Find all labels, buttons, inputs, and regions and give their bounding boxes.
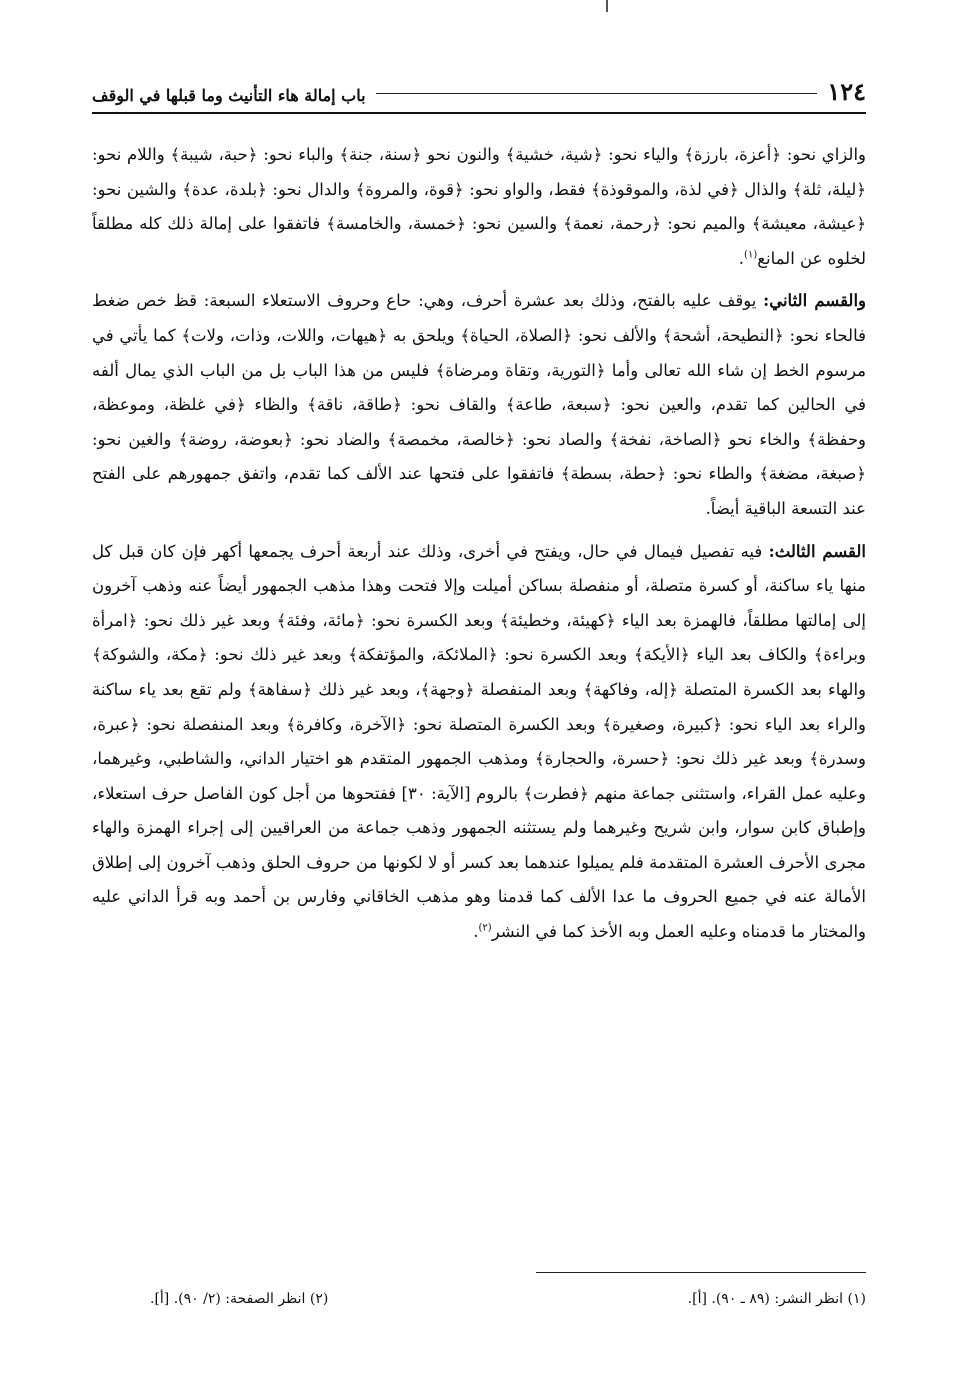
chapter-title: باب إمالة هاء التأنيث وما قبلها في الوقف <box>92 86 366 105</box>
paragraph-text: يوقف عليه بالفتح، وذلك بعد عشرة أحرف، وهي: حاع وحروف الاستعلاء السبعة: قظ خص ضغط فالحاء نحو: ﴿النطيحة، أشحة﴾ والألف نحو: ﴿الصلاة، الحياة﴾ ويلحق به ﴿هيهات، واللات، وذات، ولات﴾ كما يأتي في مرسوم الخط إن شاء الله تعالى وأما ﴿التورية، وتقاة ومرضاة﴾ فليس من هذا الباب بل من الباب الذي يمال ألفه في الحالين كما تقدم، والعين نحو: ﴿سبعة، طاعة﴾ والقاف نحو: ﴿طاقة، ناقة﴾ والظاء ﴿في غلظة، وموعظة، وحفظة﴾ والخاء نحو ﴿الصاخة، نفخة﴾ والصاد نحو: ﴿خالصة، مخمصة﴾ والضاد نحو: ﴿بعوضة، روضة﴾ والغين نحو: ﴿صبغة، مضغة﴾ والطاء نحو: ﴿حطة، بسطة﴾ فاتفقوا على فتحها عند الألف كما تقدم، واتفق جمهورهم على الفتح عند التسعة الباقية أيضاً. <box>92 291 866 518</box>
page-number: ١٢٤ <box>827 77 866 106</box>
header-rule <box>92 112 866 114</box>
section-heading: والقسم الثاني: <box>763 291 867 311</box>
paragraph-text: فيه تفصيل فيمال في حال، ويفتح في أخرى، وذلك عند أربعة أحرف يجمعها أكهر فإن كان قبل كل منها ياء ساكنة، أو كسرة متصلة، أو منفصلة بساكن أميلت وإلا فتحت وهذا مذهب الجمهور أيضاً عنه وذهب آخرون إلى إمالتها مطلقاً، فالهمزة بعد الياء ﴿كهيئة، وخطيئة﴾ وبعد الكسرة نحو: ﴿مائة، وفئة﴾ وبعد غير ذلك نحو: ﴿امرأة وبراءة﴾ والكاف بعد الياء ﴿الأيكة﴾ وبعد الكسرة نحو: ﴿الملائكة، والمؤتفكة﴾ وبعد غير ذلك نحو: ﴿مكة، والشوكة﴾ والهاء بعد الكسرة المتصلة ﴿إله، وفاكهة﴾ وبعد المنفصلة ﴿وجهة﴾، وبعد غير ذلك ﴿سفاهة﴾ ولم تقع بعد ياء ساكنة والراء بعد الياء نحو: ﴿كبيرة، وصغيرة﴾ وبعد الكسرة المتصلة نحو: ﴿الآخرة، وكافرة﴾ وبعد المنفصلة نحو: ﴿عبرة، وسدرة﴾ وبعد غير ذلك نحو: ﴿حسرة، والحجارة﴾ ومذهب الجمهور المتقدم هو اختيار الداني، والشاطبي، وغيرهما، وعليه عمل القراء، واستثنى جماعة منهم ﴿فطرت﴾ بالروم [الآية: ٣٠] ففتحوها من أجل كون الفاصل حرف استعلاء، وإطباق كابن سوار، وابن شريح وغيرهما ولم يستثنه الجمهور وذهب جماعة من العراقيين إلى إجراء الهمزة والهاء مجرى الأحرف العشرة المتقدمة فلم يميلوا عندهما بعد كسر أو لا لكونها من حروف الحلق وذهب آخرون إلى إطلاق الأمالة عنه في جميع الحروف ما عدا الألف كما قدمنا وهو مذهب الخاقاني وفارس بن أحمد وبه قرأ الداني عليه والمختار ما قدمناه وعليه العمل وبه الأخذ كما في النشر <box>92 541 866 942</box>
footnote-rule <box>536 1272 866 1273</box>
main-text <box>92 138 866 950</box>
footnote-1: (١) انظر النشر: (٨٩ ـ ٩٠). [أ]. <box>687 1291 866 1307</box>
paragraph-1: والزاي نحو: ﴿أعزة، بارزة﴾ والياء نحو: ﴿شية، خشية﴾ والنون نحو ﴿سنة، جنة﴾ والباء نحو: ﴿حبة، شيبة﴾ واللام نحو: ﴿ليلة، ثلة﴾ والذال ﴿في لذة، والموقوذة﴾ فقط، والواو نحو: ﴿قوة، والمروة﴾ والدال نحو: ﴿بلدة، عدة﴾ والشين نحو: ﴿عيشة، معيشة﴾ والميم نحو: ﴿رحمة، نعمة﴾ والسين نحو: ﴿خمسة، والخامسة﴾ فاتفقوا على إمالة ذلك كله مطلقاً لخلوه عن المانع$^{(١)}$. <box>92 145 866 268</box>
footnotes <box>150 1288 866 1310</box>
footnote-ref-2: (٢) <box>478 922 492 934</box>
binding-mark <box>606 0 608 12</box>
header-dash-line <box>376 93 818 94</box>
section-heading: القسم الثالث: <box>768 541 867 561</box>
paragraph-2 <box>92 284 866 526</box>
footnote-2: (٢) انظر الصفحة: (٢/ ٩٠). [أ]. <box>150 1291 329 1307</box>
paragraph-3: القسم الثالث: فيه تفصيل فيمال في حال، ويفتح في أخرى، وذلك عند أربعة أحرف يجمعها أكهر فإن كان قبل كل منها ياء ساكنة، أو كسرة متصلة، أو منفصلة بساكن أميلت وإلا فتحت وهذا مذهب الجمهور أيضاً عنه وذهب آخرون إلى إمالتها مطلقاً، فالهمزة بعد الياء ﴿كهيئة، وخطيئة﴾ وبعد الكسرة نحو: ﴿مائة، وفئة﴾ وبعد غير ذلك نحو: ﴿امرأة وبراءة﴾ والكاف بعد الياء ﴿الأيكة﴾ وبعد الكسرة نحو: ﴿الملائكة، والمؤتفكة﴾ وبعد غير ذلك نحو: ﴿مكة، والشوكة﴾ والهاء بعد الكسرة المتصلة ﴿إله، وفاكهة﴾ وبعد المنفصلة ﴿وجهة﴾، وبعد غير ذلك ﴿سفاهة﴾ ولم تقع بعد ياء ساكنة والراء بعد الياء نحو: ﴿كبيرة، وصغيرة﴾ وبعد الكسرة المتصلة نحو: ﴿الآخرة، وكافرة﴾ وبعد المنفصلة نحو: ﴿عبرة، وسدرة﴾ وبعد غير ذلك نحو: ﴿حسرة، والحجارة﴾ ومذهب الجمهور المتقدم هو اختيار الداني، والشاطبي، وغيرهما، وعليه عمل القراء، واستثنى جماعة منهم ﴿فطرت﴾ بالروم [الآية: ٣٠] ففتحوها من أجل كون الفاصل حرف استعلاء، وإطباق كابن سوار، وابن شريح وغيرهما ولم يستثنه الجمهور وذهب جماعة من العراقيين إلى إجراء الهمزة والهاء مجرى الأحرف العشرة المتقدمة فلم يميلوا عندهما بعد كسر أو لا لكونها من حروف الحلق وذهب آخرون إلى إطلاق الأمالة عنه في جميع الحروف ما عدا الألف كما قدمنا وهو مذهب الخاقاني وفارس بن أحمد وبه قرأ الداني عليه والمختار ما قدمناه وعليه العمل وبه الأخذ كما في النشر$^{(٢)}$. <box>92 541 867 942</box>
running-header <box>92 68 866 104</box>
footnote-ref-1: (١) <box>744 249 758 261</box>
paragraph-text: والزاي نحو: ﴿أعزة، بارزة﴾ والياء نحو: ﴿شية، خشية﴾ والنون نحو ﴿سنة، جنة﴾ والباء نحو: ﴿حبة، شيبة﴾ واللام نحو: ﴿ليلة، ثلة﴾ والذال ﴿في لذة، والموقوذة﴾ فقط، والواو نحو: ﴿قوة، والمروة﴾ والدال نحو: ﴿بلدة، عدة﴾ والشين نحو: ﴿عيشة، معيشة﴾ والميم نحو: ﴿رحمة، نعمة﴾ والسين نحو: ﴿خمسة، والخامسة﴾ فاتفقوا على إمالة ذلك كله مطلقاً لخلوه عن المانع <box>92 145 866 268</box>
